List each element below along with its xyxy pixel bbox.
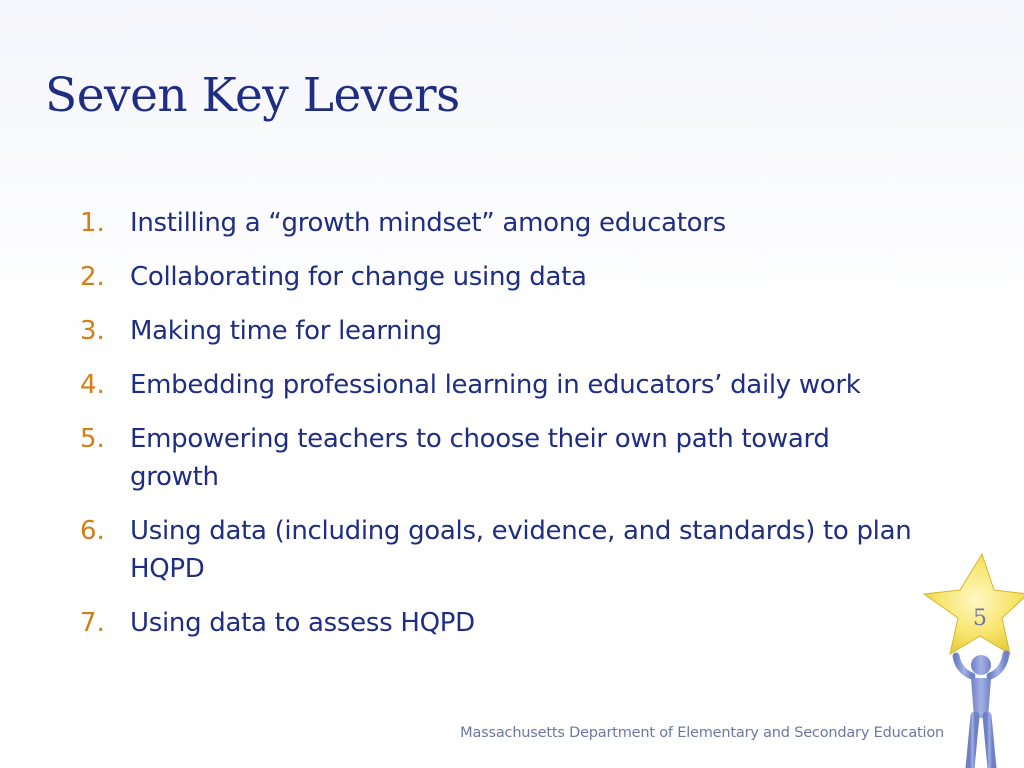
lever-text: Making time for learning: [130, 316, 442, 346]
lever-text: Collaborating for change using data: [130, 262, 587, 292]
list-item: [80, 366, 920, 404]
lever-number: 1.: [80, 208, 105, 238]
lever-number: 5.: [80, 424, 105, 454]
page-number: 5: [973, 606, 987, 631]
lever-text: Using data (including goals, evidence, and standards) to plan HQPD: [130, 516, 912, 584]
lever-number: 6.: [80, 516, 105, 546]
list-item: [80, 312, 920, 350]
lever-number: 4.: [80, 370, 105, 400]
list-item: [80, 604, 920, 642]
lever-text: Empowering teachers to choose their own path toward growth: [130, 424, 830, 492]
footer-organization: Massachusetts Department of Elementary and Secondary Education: [460, 725, 944, 741]
lever-number: 7.: [80, 608, 105, 638]
list-item: [80, 204, 920, 242]
lever-text: Using data to assess HQPD: [130, 608, 475, 638]
lever-text: Embedding professional learning in educators’ daily work: [130, 370, 861, 400]
list-item: [80, 258, 920, 296]
slide-title: Seven Key Levers: [45, 68, 460, 123]
lever-text: Instilling a “growth mindset” among educators: [130, 208, 726, 238]
list-item: [80, 512, 920, 588]
levers-list: [80, 204, 920, 658]
lever-number: 2.: [80, 262, 105, 292]
lever-number: 3.: [80, 316, 105, 346]
list-item: [80, 420, 920, 496]
